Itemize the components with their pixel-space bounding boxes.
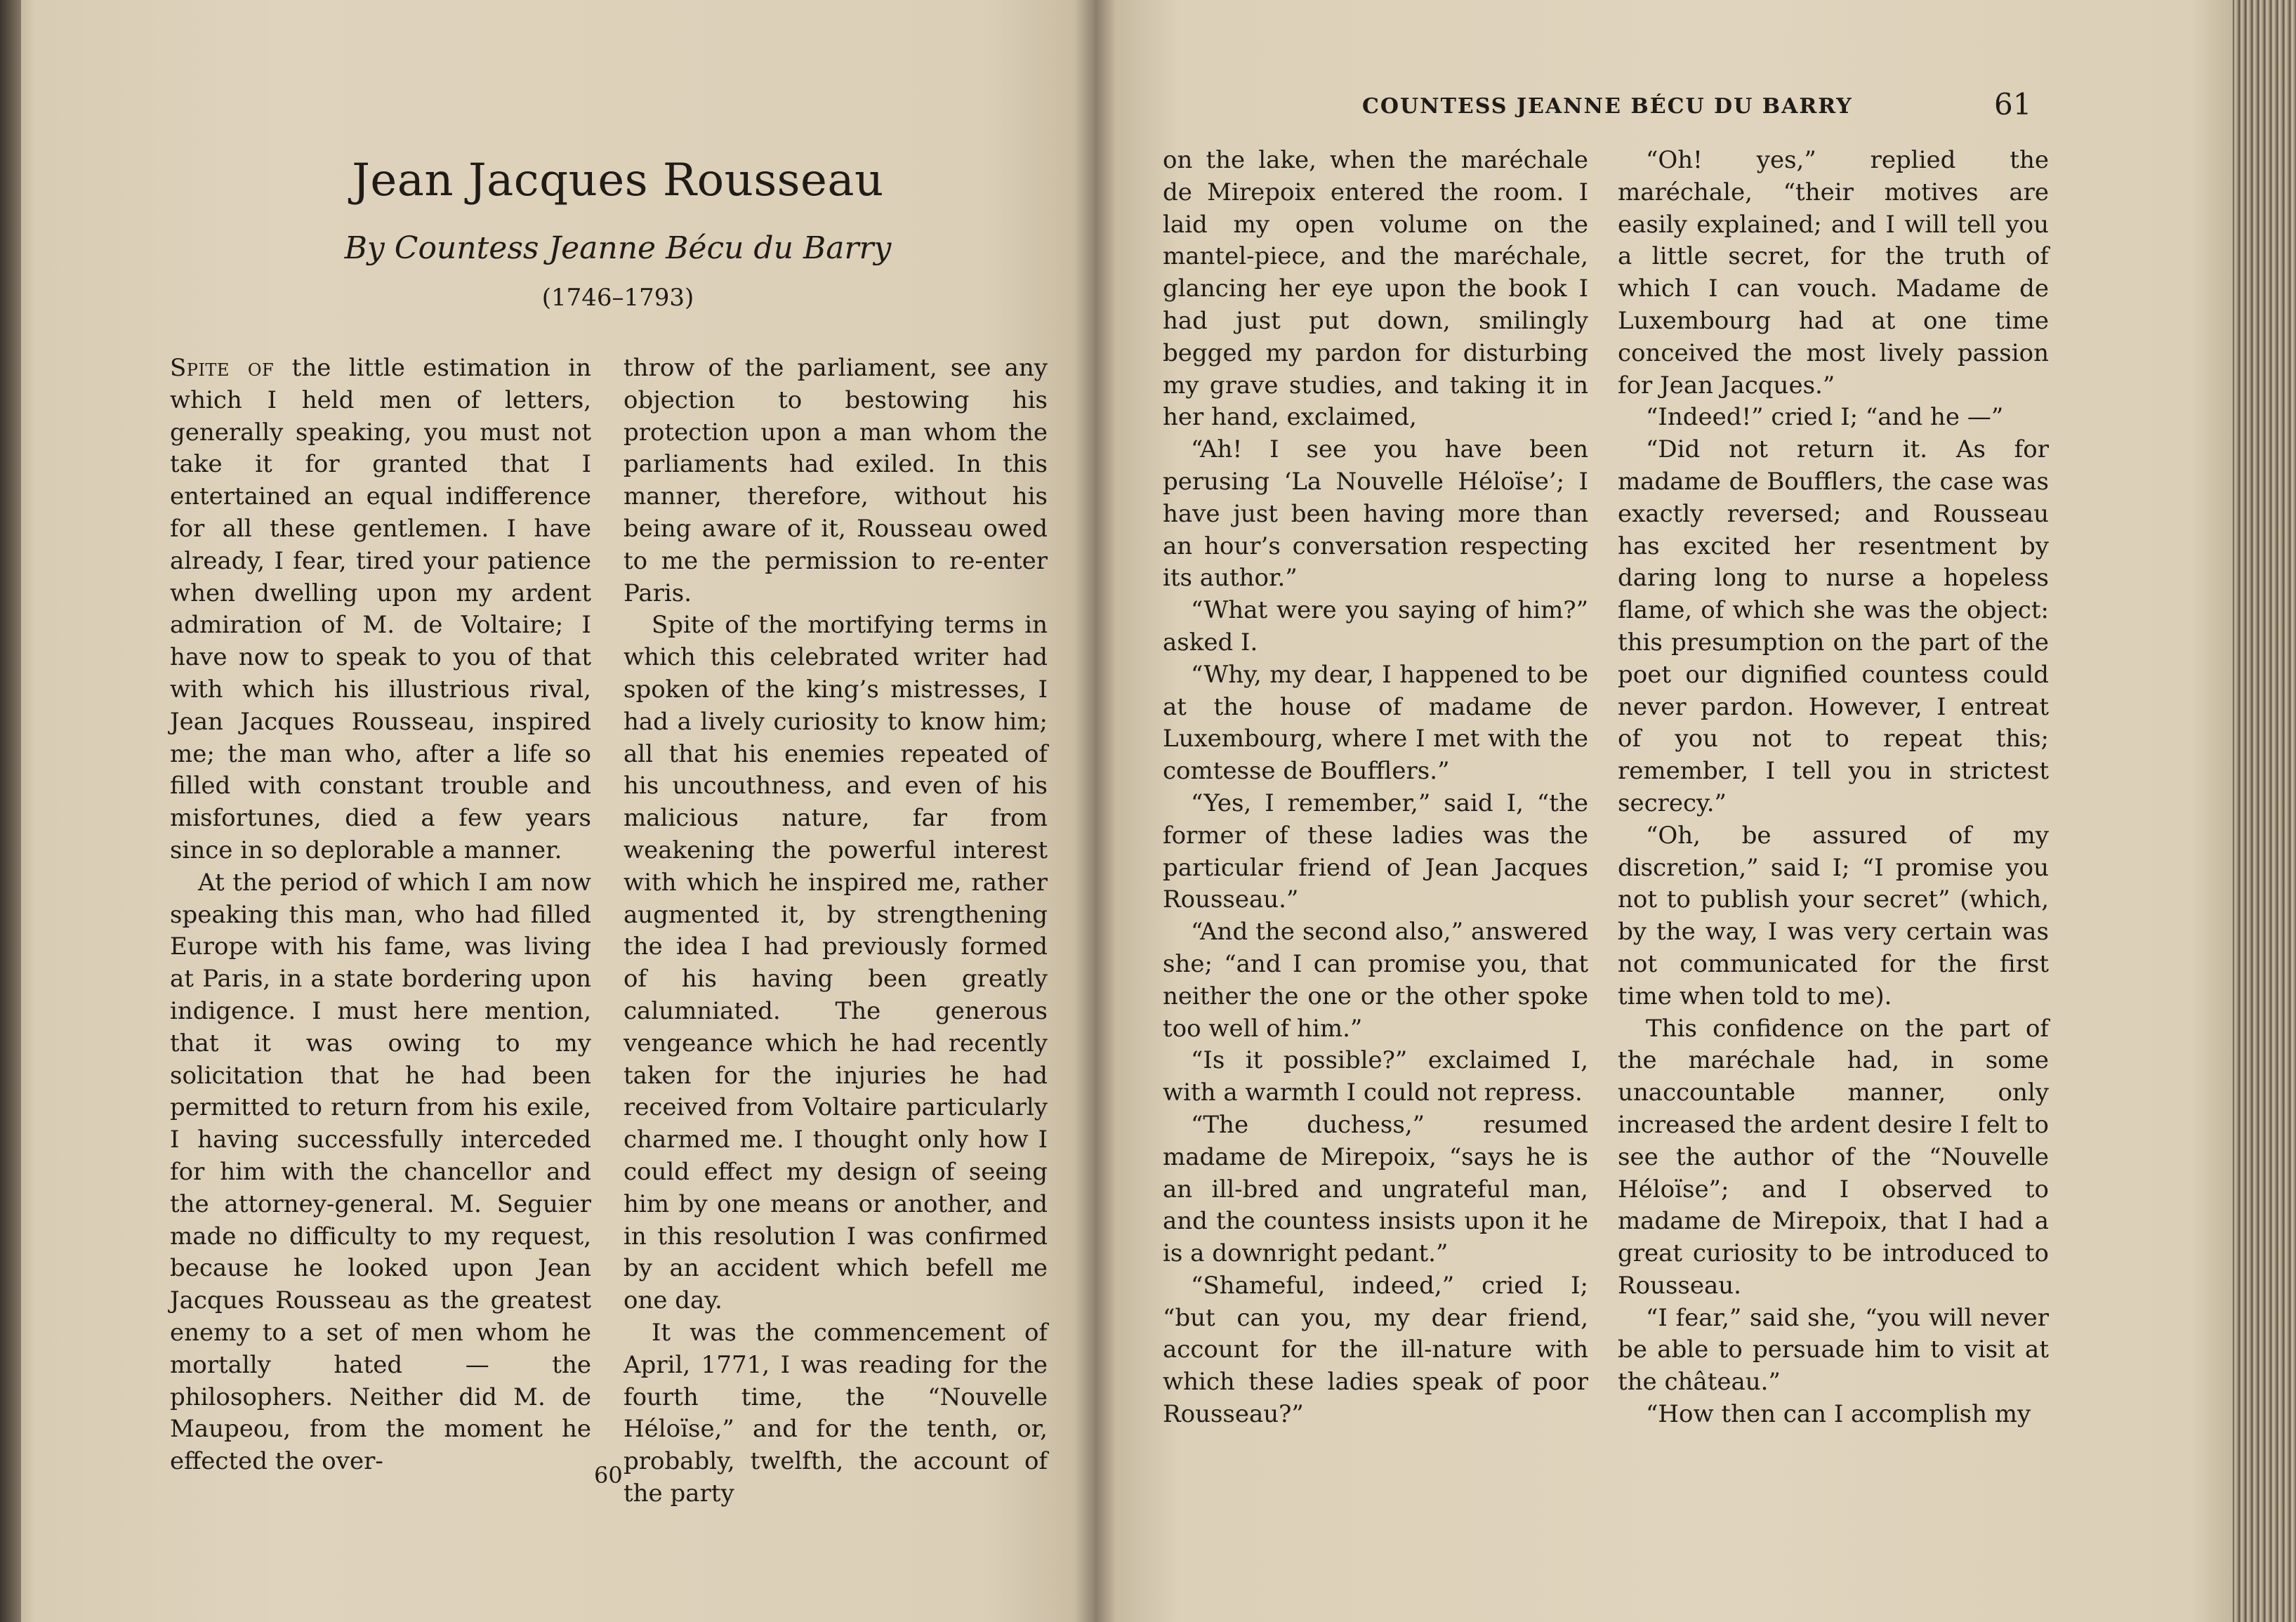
paragraph: “Did not return it. As for madame de Boufflers, the case was exactly reversed; and Rousseau has excited her resentment by daring long to nurse a hopeless flame, of which she was the object: this presumption on the part of the poet our dignified countess could never pardon. However, I entreat of you not to repeat this; remember, I tell you in strictest secrecy.” <box>1618 435 2049 817</box>
paragraph: throw of the parliament, see any objection to bestowing his protection upon a man whom the parliaments had exiled. In this manner, therefore, without his being aware of it, Rousseau owed to me the permission to re-enter Paris. <box>624 354 1048 607</box>
paragraph: “Shameful, indeed,” cried I; “but can you, my dear friend, account for the ill-nature with which these ladies speak of poor Rousseau?” <box>1163 1271 1588 1429</box>
paragraph <box>170 352 591 867</box>
running-head: COUNTESS JEANNE BÉCU DU BARRY <box>1362 94 1853 119</box>
right-page-column-2 <box>1618 145 2049 1431</box>
paragraph: “Ah! I see you have been perusing ‘La Nouvelle Héloïse’; I have just been having more than an hour’s conversation respecting its author.” <box>1163 435 1588 593</box>
paragraph: This confidence on the part of the maréchale had, in some unaccountable manner, only increased the ardent desire I felt to see the author of the “Nouvelle Héloïse”; and I observed to madame de Mirepoix, that I had a great curiosity to be introduced to Rousseau. <box>1618 1014 2049 1300</box>
paragraph: “How then can I accomplish my <box>1646 1400 2031 1429</box>
paragraph: It was the commencement of April, 1771, I was reading for the fourth time, the “Nouvelle Héloïse,” and for the tenth, or, probably, twelfth, the account of the party <box>624 1318 1048 1508</box>
page-edges <box>2233 0 2296 1622</box>
page-number: 61 <box>1994 87 2032 121</box>
left-page-column-2 <box>624 352 1048 1510</box>
chapter-title: Jean Jacques Rousseau <box>352 154 884 206</box>
paragraph: “I fear,” said she, “you will never be able to persuade him to visit at the château.” <box>1618 1303 2049 1397</box>
paragraph: “Why, my dear, I happened to be at the house of madame de Luxembourg, where I met with the comtesse de Boufflers.” <box>1163 660 1588 786</box>
paragraph: on the lake, when the maréchale de Mirepoix entered the room. I laid my open volume on the mantel-piece, and the maréchale, glancing her eye upon the book I had just put down, smilingly begged my pardon for disturbing my grave studies, and taking it in her hand, exclaimed, <box>1163 146 1588 432</box>
right-page-column-1 <box>1163 145 1588 1431</box>
paragraph: “Yes, I remember,” said I, “the former of these ladies was the particular friend of Jean Jacques Rousseau.” <box>1163 789 1588 914</box>
book-cover-edge <box>0 0 21 1622</box>
lead-in: Spite of <box>170 354 275 382</box>
paragraph: “Indeed!” cried I; “and he —” <box>1646 403 2004 432</box>
paragraph: “Oh! yes,” replied the maréchale, “their motives are easily explained; and I will tell you a little secret, for the truth of which I can vouch. Madame de Luxembourg had at one time conceived the most lively passion for Jean Jacques.” <box>1618 146 2049 400</box>
left-page-column-1 <box>170 352 591 1478</box>
page-number: 60 <box>594 1462 623 1489</box>
author-dates: (1746–1793) <box>541 284 694 312</box>
paragraph-text: the little estimation in which I held men of letters, generally speaking, you must not take it for granted that I entertained an equal indifference for all these gentlemen. I have already, I fear, tired your patience when dwelling upon my ardent admiration of M. de Voltaire; I have now to speak to you of that with which his illustrious rival, Jean Jacques Rousseau, inspired me; the man who, after a life so filled with constant trouble and misfortunes, died a few years since in so deplorable a manner. <box>170 354 591 864</box>
paragraph: At the period of which I am now speaking this man, who had filled Europe with his fame, was living at Paris, in a state bordering upon indigence. I must here mention, that it was owing to my solicitation that he had been permitted to return from his exile, I having successfully interceded for him with the chancellor and the attorney-general. M. Seguier made no difficulty to my request, because he looked upon Jean Jacques Rousseau as the greatest enemy to a set of men whom he mortally hated — the philosophers. Neither did M. de Maupeou, from the moment he effected the over- <box>170 868 591 1476</box>
paragraph: “And the second also,” answered she; “and I can promise you, that neither the one or the other spoke too well of him.” <box>1163 918 1588 1043</box>
paragraph: Spite of the mortifying terms in which this celebrated writer had spoken of the king’s mistresses, I had a lively curiosity to know him; all that his enemies repeated of his uncouthness, and even of his malicious nature, far from weakening the powerful interest with which he inspired me, rather augmented it, by strengthening the idea I had previously formed of his having been greatly calumniated. The generous vengeance which he had recently taken for the injuries he had received from Voltaire particularly charmed me. I thought only how I could effect my design of seeing him by one means or another, and in this resolution I was confirmed by an accident which befell me one day. <box>624 611 1048 1315</box>
left-page <box>0 0 1095 1622</box>
author-byline: By Countess Jeanne Bécu du Barry <box>344 230 892 266</box>
paragraph: “The duchess,” resumed madame de Mirepoix, “says he is an ill-bred and ungrateful man, and the countess insists upon it he is a downright pedant.” <box>1163 1110 1588 1268</box>
paragraph: “Is it possible?” exclaimed I, with a warmth I could not repress. <box>1163 1046 1588 1107</box>
paragraph: “What were you saying of him?” asked I. <box>1163 596 1588 657</box>
paragraph: “Oh, be assured of my discretion,” said I; “I promise you not to publish your secret” (which, by the way, I was very certain was not communicated for the first time when told to me). <box>1618 821 2049 1010</box>
